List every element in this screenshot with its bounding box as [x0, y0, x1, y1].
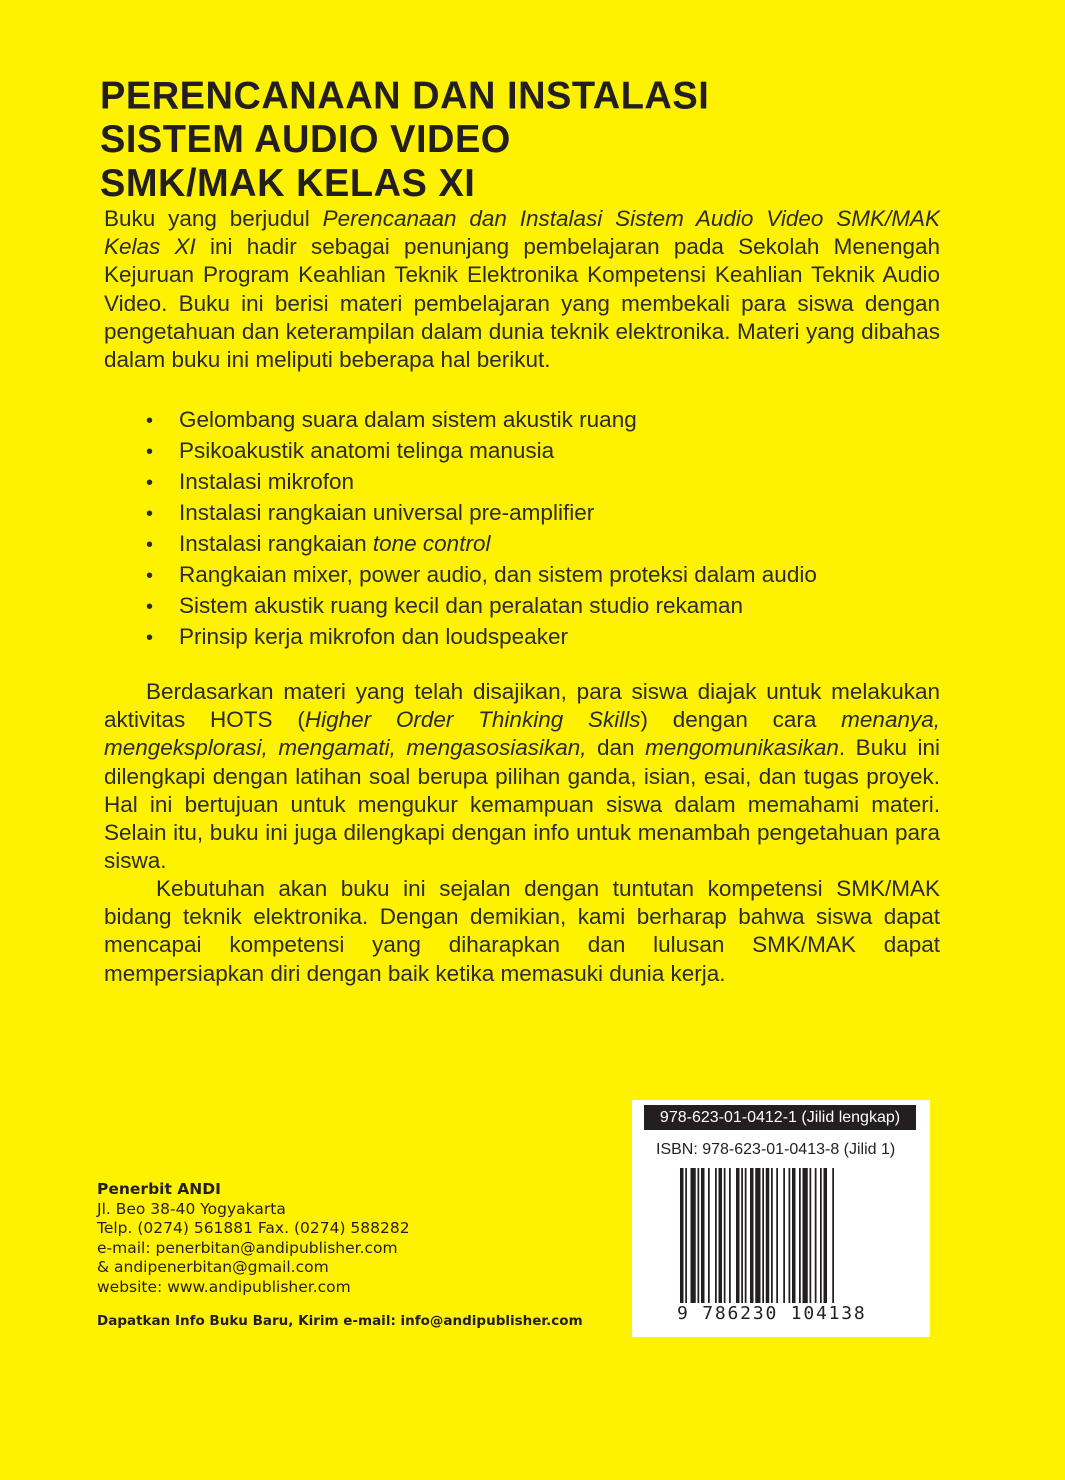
- barcode-digits: 9 786230 104138: [677, 1303, 867, 1324]
- bullet-icon: •: [146, 503, 154, 525]
- closing-paragraph: Kebutuhan akan buku ini sejalan dengan tuntutan kompetensi SMK/MAK bidang teknik elektronika. Dengan demikian, kami berharap bahwa siswa dapat mencapai kompetensi yang diharapkan dan lulusan SMK/MAK dapat mempersiapkan diri dengan baik ketika memasuki dunia kerja.: [104, 876, 940, 986]
- topic-list: [146, 404, 817, 652]
- list-item: • Instalasi rangkaian universal pre-amplifier: [146, 497, 817, 528]
- barcode-image: [680, 1168, 890, 1318]
- isbn-set-label: 978-623-01-0412-1 (Jilid lengkap): [644, 1105, 916, 1130]
- bullet-icon: •: [146, 627, 154, 649]
- publisher-phone: Telp. (0274) 561881 Fax. (0274) 588282: [97, 1219, 410, 1238]
- publisher-address: Jl. Beo 38-40 Yogyakarta: [97, 1199, 286, 1218]
- bullet-icon: •: [146, 441, 154, 463]
- intro-text-start: Buku yang berjudul: [104, 206, 323, 231]
- intro-text-rest: ini hadir sebagai penunjang pembelajaran pada Sekolah Menengah Kejuruan Program Keahlian Teknik Elektronika Kompetensi Keahlian Teknik Audio Video. Buku ini berisi materi pembelajaran yang membekali para siswa dengan pengetahuan dan keterampilan dalam dunia teknik elektronika. Materi yang dibahas dalam buku ini meliputi beberapa hal berikut.: [104, 234, 941, 373]
- bullet-icon: •: [146, 410, 154, 432]
- book-title: [100, 75, 709, 207]
- list-item: • Instalasi rangkaian tone control: [146, 528, 817, 559]
- isbn-volume-label: ISBN: 978-623-01-0413-8 (Jilid 1): [656, 1141, 896, 1158]
- publisher-info: [97, 1180, 410, 1298]
- list-item: • Rangkaian mixer, power audio, dan sistem proteksi dalam audio: [146, 559, 817, 590]
- list-item: • Psikoakustik anatomi telinga manusia: [146, 435, 817, 466]
- bullet-icon: •: [146, 596, 154, 618]
- title-line-1: PERENCANAAN DAN INSTALASI: [100, 74, 710, 118]
- activity-verb-last: mengomunikasikan: [645, 735, 839, 761]
- isbn-barcode-box: [632, 1100, 930, 1337]
- intro-book-title: Perencanaan dan Instalasi Sistem Audio Video SMK/MAK Kelas XI: [104, 206, 941, 260]
- list-item: • Gelombang suara dalam sistem akustik ruang: [146, 404, 817, 435]
- publisher-website: website: www.andipublisher.com: [97, 1277, 351, 1296]
- tone-control-term: tone control: [372, 531, 491, 556]
- publisher-email-alt: & andipenerbitan@gmail.com: [97, 1258, 329, 1277]
- bullet-icon: •: [146, 565, 154, 587]
- publisher-email: e-mail: penerbitan@andipublisher.com: [97, 1238, 398, 1257]
- title-line-2: SISTEM AUDIO VIDEO: [100, 118, 511, 162]
- publisher-name: Penerbit ANDI: [97, 1180, 221, 1198]
- hots-paragraph: Berdasarkan materi yang telah disajikan, para siswa diajak untuk melakukan aktivitas HOTS (Higher Order Thinking Skills) dengan cara menanya, mengeksplorasi, mengamati, mengasosiasikan, dan mengomunikasikan. Buku ini dilengkapi dengan latihan soal berupa pilihan ganda, isian, esai, dan tugas proyek. Hal ini bertujuan untuk mengukur kemampuan siswa dalam memahami materi. Selain itu, buku ini juga dilengkapi dengan info untuk menambah pengetahuan para siswa.: [104, 679, 940, 874]
- activity-verbs: menanya, mengeksplorasi, mengamati, mengasosiasikan,: [104, 707, 940, 761]
- hots-term: Higher Order Thinking Skills: [304, 707, 641, 733]
- intro-paragraph: [104, 205, 940, 374]
- list-item: • Instalasi mikrofon: [146, 466, 817, 497]
- new-book-info: Dapatkan Info Buku Baru, Kirim e-mail: info@andipublisher.com: [97, 1313, 583, 1329]
- list-item: • Sistem akustik ruang kecil dan peralatan studio rekaman: [146, 590, 817, 621]
- title-line-3: SMK/MAK KELAS XI: [100, 162, 476, 206]
- bullet-icon: •: [146, 534, 154, 556]
- list-item: • Prinsip kerja mikrofon dan loudspeaker: [146, 621, 817, 652]
- bullet-icon: •: [146, 472, 154, 494]
